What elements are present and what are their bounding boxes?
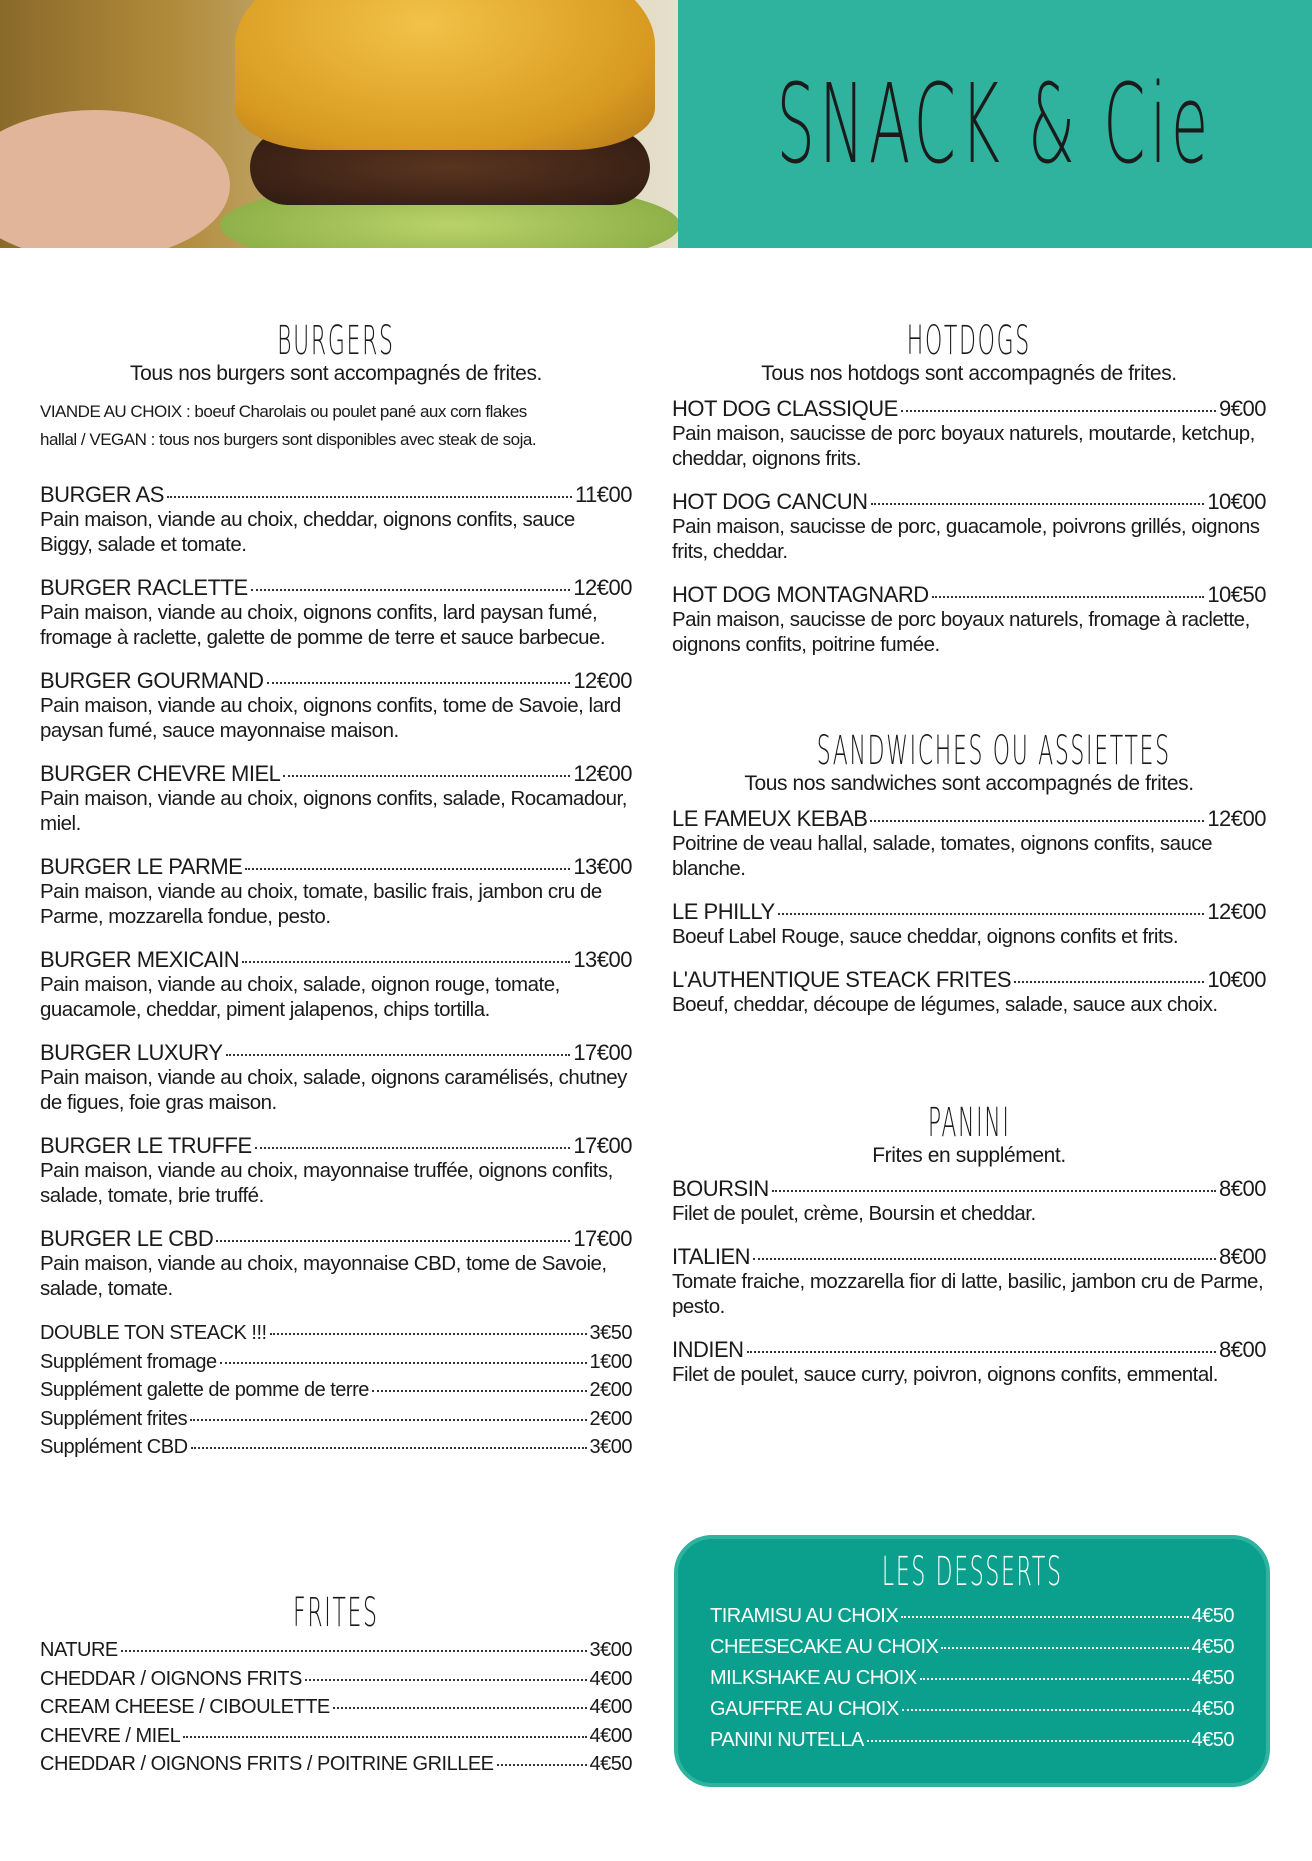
item-row — [710, 1663, 1234, 1694]
item-name: DOUBLE TON STEACK !!! — [40, 1322, 267, 1344]
menu-item — [40, 1433, 632, 1462]
dot-leader — [226, 1054, 571, 1056]
section-title: BURGERS — [277, 318, 395, 364]
item-name: BOURSIN — [672, 1176, 769, 1201]
item-name: CHEDDAR / OIGNONS FRITS — [40, 1667, 302, 1690]
dot-leader — [242, 961, 570, 963]
item-name: L'AUTHENTIQUE STEACK FRITES — [672, 967, 1012, 992]
item-row — [672, 1244, 1266, 1269]
dot-leader — [772, 1190, 1216, 1192]
item-name: LE PHILLY — [672, 899, 775, 924]
item-name: BURGER LE PARME — [40, 854, 243, 879]
item-price: 8€00 — [1219, 1244, 1266, 1269]
item-price: 8€00 — [1219, 1337, 1266, 1362]
menu-item — [40, 1376, 632, 1405]
item-row — [672, 1337, 1266, 1362]
item-price: 12€00 — [573, 761, 632, 786]
item-row — [672, 582, 1266, 607]
dot-leader — [932, 596, 1205, 598]
item-name: Supplément frites — [40, 1407, 188, 1430]
burger-photo — [0, 0, 678, 248]
item-price: 12€00 — [1207, 806, 1266, 831]
item-row — [672, 396, 1266, 421]
menu-item — [710, 1601, 1234, 1632]
item-row — [40, 1348, 632, 1377]
item-price: 11€00 — [574, 482, 632, 507]
item-name: CHEDDAR / OIGNONS FRITS / POITRINE GRILLEE — [40, 1753, 494, 1775]
dot-leader — [1014, 981, 1204, 983]
item-name: GAUFFRE AU CHOIX — [710, 1698, 899, 1720]
item-name: CHEVRE / MIEL — [40, 1724, 181, 1747]
item-name: HOT DOG CANCUN — [672, 489, 868, 514]
item-name: TIRAMISU AU CHOIX — [710, 1605, 899, 1627]
item-name: Supplément fromage — [40, 1350, 217, 1373]
item-name: BURGER LE TRUFFE — [40, 1133, 252, 1158]
item-name: BURGER LE CBD — [40, 1226, 214, 1251]
item-row — [40, 1133, 632, 1158]
item-description: Pain maison, viande au choix, oignons confits, salade, Rocamadour, miel. — [40, 787, 627, 835]
item-row — [40, 1722, 632, 1751]
item-row — [40, 1040, 632, 1065]
menu-list — [672, 396, 1266, 657]
panini-section — [672, 1100, 1266, 1405]
menu-list — [710, 1601, 1234, 1756]
dot-leader — [372, 1390, 587, 1392]
menu-item — [672, 806, 1266, 881]
item-price: 4€50 — [1191, 1667, 1234, 1689]
menu-item — [672, 899, 1266, 949]
item-description: Filet de poulet, crème, Boursin et cheddar. — [672, 1202, 1036, 1225]
note: hallal / VEGAN : tous nos burgers sont disponibles avec steak de soja. — [40, 430, 537, 449]
item-price: 4€50 — [1191, 1698, 1234, 1720]
item-description: Filet de poulet, sauce curry, poivron, oignons confits, emmental. — [672, 1363, 1218, 1386]
section-title: PANINI — [927, 1100, 1011, 1146]
menu-item — [710, 1632, 1234, 1663]
menu-item — [40, 1040, 632, 1115]
menu-item — [40, 1636, 632, 1665]
item-price: 4€50 — [589, 1753, 632, 1775]
dot-leader — [753, 1258, 1216, 1260]
item-description: Pain maison, saucisse de porc boyaux naturels, moutarde, ketchup, cheddar, oignons frits. — [672, 422, 1255, 470]
note: VIANDE AU CHOIX : boeuf Charolais ou poulet pané aux corn flakes — [40, 402, 527, 421]
item-name: CHEESECAKE AU CHOIX — [710, 1636, 939, 1658]
item-description: Pain maison, viande au choix, salade, oignon rouge, tomate, guacamole, cheddar, piment jalapenos, chips tortilla. — [40, 973, 560, 1021]
menu-item — [40, 1693, 632, 1722]
menu-item — [710, 1725, 1234, 1756]
section-title: HOTDOGS — [906, 318, 1032, 364]
dot-leader — [167, 496, 572, 498]
menu-item — [672, 489, 1266, 564]
item-price: 12€00 — [1207, 899, 1266, 924]
item-row — [672, 1176, 1266, 1201]
item-price: 12€00 — [573, 575, 632, 600]
menu-item — [40, 482, 632, 557]
item-name: BURGER AS — [40, 482, 164, 507]
item-row — [40, 668, 632, 693]
menu-item — [672, 1244, 1266, 1319]
item-name: HOT DOG CLASSIQUE — [672, 396, 898, 421]
item-name: BURGER MEXICAIN — [40, 947, 240, 972]
menu-list — [40, 1636, 632, 1779]
item-price: 3€50 — [589, 1322, 632, 1344]
item-price: 13€00 — [573, 854, 632, 879]
item-name: MILKSHAKE AU CHOIX — [710, 1667, 917, 1689]
item-row — [710, 1694, 1234, 1725]
item-row — [40, 1376, 632, 1405]
item-row — [40, 1693, 632, 1722]
item-name: Supplément galette de pomme de terre — [40, 1379, 369, 1401]
brand-title: SNACK & Cie — [776, 60, 1214, 188]
item-price: 4€50 — [1191, 1605, 1234, 1627]
item-row — [672, 899, 1266, 924]
dot-leader — [220, 1362, 587, 1364]
dot-leader — [901, 410, 1216, 412]
item-name: NATURE — [40, 1639, 118, 1661]
menu-item — [40, 1665, 632, 1694]
item-description: Poitrine de veau hallal, salade, tomates, oignons confits, sauce blanche. — [672, 832, 1213, 880]
item-row — [40, 947, 632, 972]
dot-leader — [283, 775, 570, 777]
menu-item — [40, 1348, 632, 1377]
dot-leader — [778, 913, 1205, 915]
dot-leader — [901, 1616, 1188, 1618]
menu-item — [672, 967, 1266, 1017]
dot-leader — [270, 1333, 587, 1335]
menu-item — [710, 1663, 1234, 1694]
item-price: 2€00 — [589, 1407, 632, 1430]
dot-leader — [190, 1419, 586, 1421]
brand-banner — [678, 0, 1312, 248]
item-price: 4€50 — [1191, 1636, 1234, 1658]
item-price: 4€50 — [1191, 1729, 1234, 1751]
item-row — [40, 1226, 632, 1251]
item-price: 4€00 — [589, 1724, 632, 1747]
item-price: 9€00 — [1219, 396, 1266, 421]
menu-item — [710, 1694, 1234, 1725]
desserts-box — [674, 1535, 1270, 1787]
menu-item — [40, 1722, 632, 1751]
menu-item — [40, 1226, 632, 1301]
item-name: LE FAMEUX KEBAB — [672, 806, 868, 831]
item-price: 12€00 — [573, 668, 632, 693]
dot-leader — [251, 589, 571, 591]
item-description: Boeuf, cheddar, découpe de légumes, salade, sauce aux choix. — [672, 993, 1218, 1016]
item-price: 3€00 — [589, 1436, 632, 1458]
dot-leader — [867, 1740, 1189, 1742]
section-title: FRITES — [293, 1590, 379, 1636]
dot-leader — [941, 1647, 1188, 1649]
item-price: 17€00 — [573, 1133, 632, 1158]
item-name: INDIEN — [672, 1337, 744, 1362]
item-price: 3€00 — [589, 1639, 632, 1661]
item-row — [710, 1725, 1234, 1756]
menu-item — [40, 854, 632, 929]
item-description: Pain maison, viande au choix, tomate, basilic frais, jambon cru de Parme, mozzarella fondue, pesto. — [40, 880, 602, 928]
item-row — [40, 761, 632, 786]
menu-list — [672, 1176, 1266, 1387]
item-description: Pain maison, viande au choix, salade, oignons caramélisés, chutney de figues, foie gras maison. — [40, 1066, 627, 1114]
item-price: 10€50 — [1207, 582, 1266, 607]
item-price: 8€00 — [1219, 1176, 1266, 1201]
item-description: Boeuf Label Rouge, sauce cheddar, oignons confits et frits. — [672, 925, 1179, 948]
dot-leader — [920, 1678, 1189, 1680]
menu-item — [672, 582, 1266, 657]
dot-leader — [871, 503, 1205, 505]
sandwiches-section — [672, 728, 1266, 1035]
menu-item — [672, 1176, 1266, 1226]
item-name: BURGER LUXURY — [40, 1040, 223, 1065]
dot-leader — [245, 868, 570, 870]
dot-leader — [333, 1707, 587, 1709]
item-price: 1€00 — [589, 1350, 632, 1373]
item-row — [672, 489, 1266, 514]
item-row — [672, 967, 1266, 992]
item-price: 13€00 — [573, 947, 632, 972]
dot-leader — [305, 1679, 587, 1681]
section-subtitle: Tous nos hotdogs sont accompagnés de frites. — [761, 362, 1177, 385]
item-description: Pain maison, viande au choix, mayonnaise truffée, oignons confits, salade, tomate, brie truffé. — [40, 1159, 613, 1207]
item-description: Pain maison, viande au choix, oignons confits, tome de Savoie, lard paysan fumé, sauce mayonnaise maison. — [40, 694, 621, 742]
menu-list — [40, 1319, 632, 1462]
item-name: BURGER RACLETTE — [40, 575, 248, 600]
frites-section — [40, 1590, 632, 1779]
item-row — [40, 575, 632, 600]
item-description: Pain maison, saucisse de porc boyaux naturels, fromage à raclette, oignons confits, poitrine fumée. — [672, 608, 1250, 656]
item-price: 10€00 — [1207, 489, 1266, 514]
item-row — [40, 1665, 632, 1694]
dot-leader — [497, 1764, 587, 1766]
section-subtitle: Tous nos sandwiches sont accompagnés de frites. — [744, 772, 1194, 795]
item-description: Pain maison, saucisse de porc, guacamole, poivrons grillés, oignons frits, cheddar. — [672, 515, 1260, 563]
menu-item — [40, 1319, 632, 1348]
item-name: HOT DOG MONTAGNARD — [672, 582, 929, 607]
item-row — [40, 1750, 632, 1779]
menu-item — [672, 1337, 1266, 1387]
section-title: LES DESSERTS — [881, 1549, 1063, 1595]
item-price: 2€00 — [589, 1379, 632, 1401]
menu-item — [40, 947, 632, 1022]
section-subtitle: Tous nos burgers sont accompagnés de frites. — [130, 362, 542, 385]
section-title: SANDWICHES OU ASSIETTES — [816, 728, 1171, 774]
dot-leader — [183, 1736, 586, 1738]
item-description: Pain maison, viande au choix, mayonnaise CBD, tome de Savoie, salade, tomate. — [40, 1252, 607, 1300]
dot-leader — [191, 1447, 587, 1449]
item-row — [40, 1319, 632, 1348]
item-row — [710, 1632, 1234, 1663]
item-price: 10€00 — [1207, 967, 1266, 992]
menu-item — [40, 575, 632, 650]
item-price: 4€00 — [589, 1667, 632, 1690]
menu-item — [672, 396, 1266, 471]
item-description: Tomate fraiche, mozzarella fior di latte, basilic, jambon cru de Parme, pesto. — [672, 1270, 1264, 1318]
item-name: BURGER CHEVRE MIEL — [40, 761, 281, 786]
item-name: CREAM CHEESE / CIBOULETTE — [40, 1696, 330, 1718]
item-row — [672, 806, 1266, 831]
item-price: 17€00 — [573, 1040, 632, 1065]
item-row — [710, 1601, 1234, 1632]
item-name: BURGER GOURMAND — [40, 668, 264, 693]
menu-item — [40, 1405, 632, 1434]
menu-item — [40, 1133, 632, 1208]
menu-list — [40, 482, 632, 1301]
hotdogs-section — [672, 318, 1266, 675]
item-price: 4€00 — [589, 1696, 632, 1718]
item-name: Supplément CBD — [40, 1436, 188, 1458]
menu-list — [672, 806, 1266, 1017]
menu-item — [40, 1750, 632, 1779]
section-subtitle: Frites en supplément. — [872, 1144, 1066, 1167]
menu-item — [40, 668, 632, 743]
dot-leader — [870, 820, 1204, 822]
menu-item — [40, 761, 632, 836]
item-row — [40, 854, 632, 879]
item-row — [40, 1433, 632, 1462]
dot-leader — [121, 1650, 587, 1652]
dot-leader — [255, 1147, 571, 1149]
item-name: ITALIEN — [672, 1244, 751, 1269]
item-description: Pain maison, viande au choix, cheddar, oignons confits, sauce Biggy, salade et tomate. — [40, 508, 575, 556]
item-row — [40, 482, 632, 507]
item-row — [40, 1405, 632, 1434]
item-price: 17€00 — [573, 1226, 632, 1251]
item-name: PANINI NUTELLA — [710, 1729, 864, 1751]
dot-leader — [747, 1351, 1216, 1353]
dot-leader — [216, 1240, 570, 1242]
item-description: Pain maison, viande au choix, oignons confits, lard paysan fumé, fromage à raclette, galette de pomme de terre et sauce barbecue. — [40, 601, 606, 649]
dot-leader — [902, 1709, 1189, 1711]
burgers-section — [40, 318, 632, 1462]
dot-leader — [267, 682, 571, 684]
item-row — [40, 1636, 632, 1665]
